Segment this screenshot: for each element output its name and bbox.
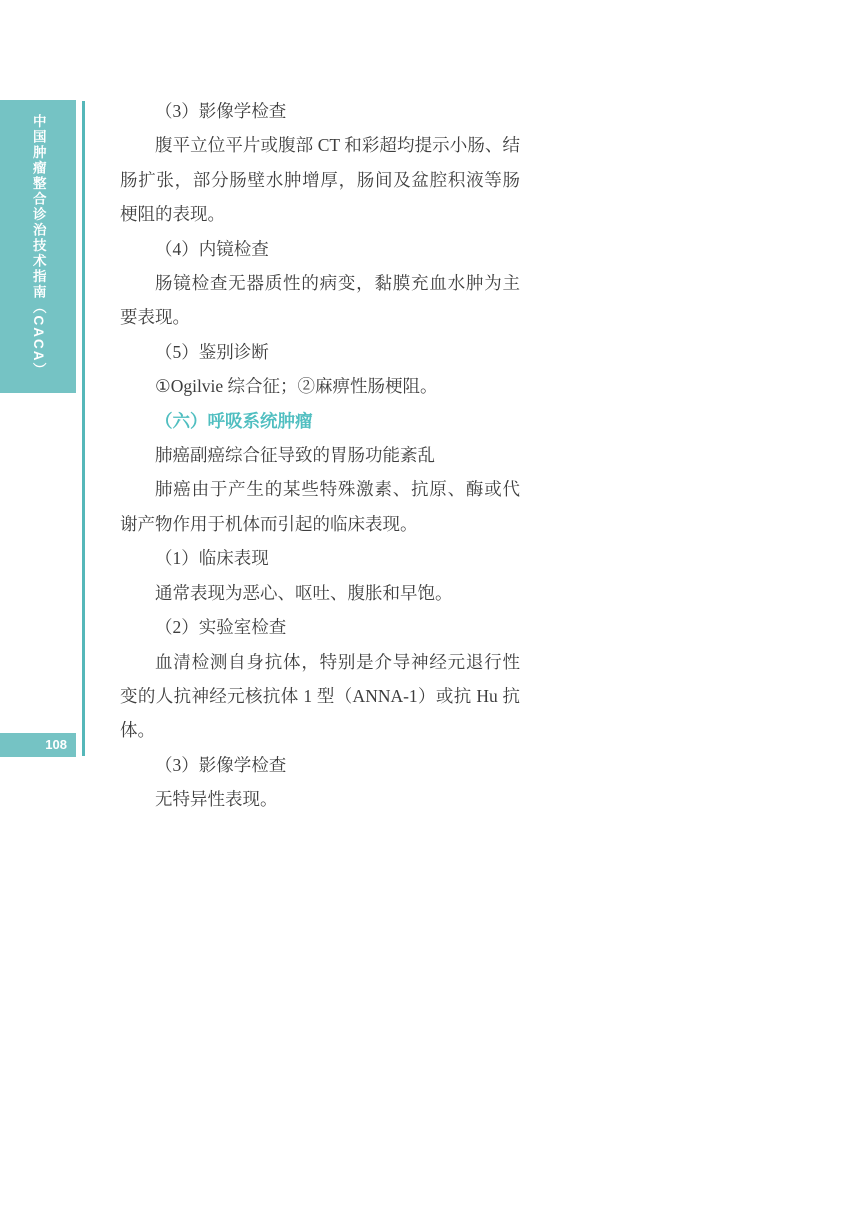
spine-vertical-rule: [82, 101, 85, 756]
paragraph: 腹平立位平片或腹部 CT 和彩超均提示小肠、结肠扩张，部分肠壁水肿增厚，肠间及盆腔积液等肠梗阻的表现。: [120, 135, 520, 225]
paragraph: 肺癌副癌综合征导致的胃肠功能紊乱: [155, 445, 435, 466]
content-column: [120, 94, 520, 817]
paragraph: 肺癌由于产生的某些特殊激素、抗原、酶或代谢产物作用于机体而引起的临床表现。: [120, 479, 520, 534]
paragraph: 无特异性表现。: [155, 789, 278, 810]
sub-heading: （1）临床表现: [155, 548, 269, 569]
paragraph: 肠镜检查无器质性的病变，黏膜充血水肿为主要表现。: [120, 273, 520, 328]
page-number-badge: 108: [0, 733, 76, 757]
sub-heading: （3）影像学检查: [155, 101, 287, 121]
spine-title: 中国肿瘤整合诊治技术指南（CACA）: [30, 114, 46, 378]
sub-heading: （3）影像学检查: [155, 754, 287, 775]
sub-heading: （2）实验室检查: [155, 617, 287, 638]
spine-sidebar: [0, 100, 76, 393]
sub-heading: （4）内镜检查: [155, 238, 269, 259]
paragraph: 血清检测自身抗体，特别是介导神经元退行性变的人抗神经元核抗体 1 型（ANNA-1）或抗 Hu 抗体。: [120, 651, 520, 741]
paragraph: 通常表现为恶心、呕吐、腹胀和早饱。: [155, 582, 453, 603]
paragraph: ①Ogilvie 综合征；②麻痹性肠梗阻。: [155, 376, 438, 397]
sub-heading: （5）鉴别诊断: [155, 341, 269, 362]
section-heading: （六）呼吸系统肿瘤: [155, 410, 313, 431]
